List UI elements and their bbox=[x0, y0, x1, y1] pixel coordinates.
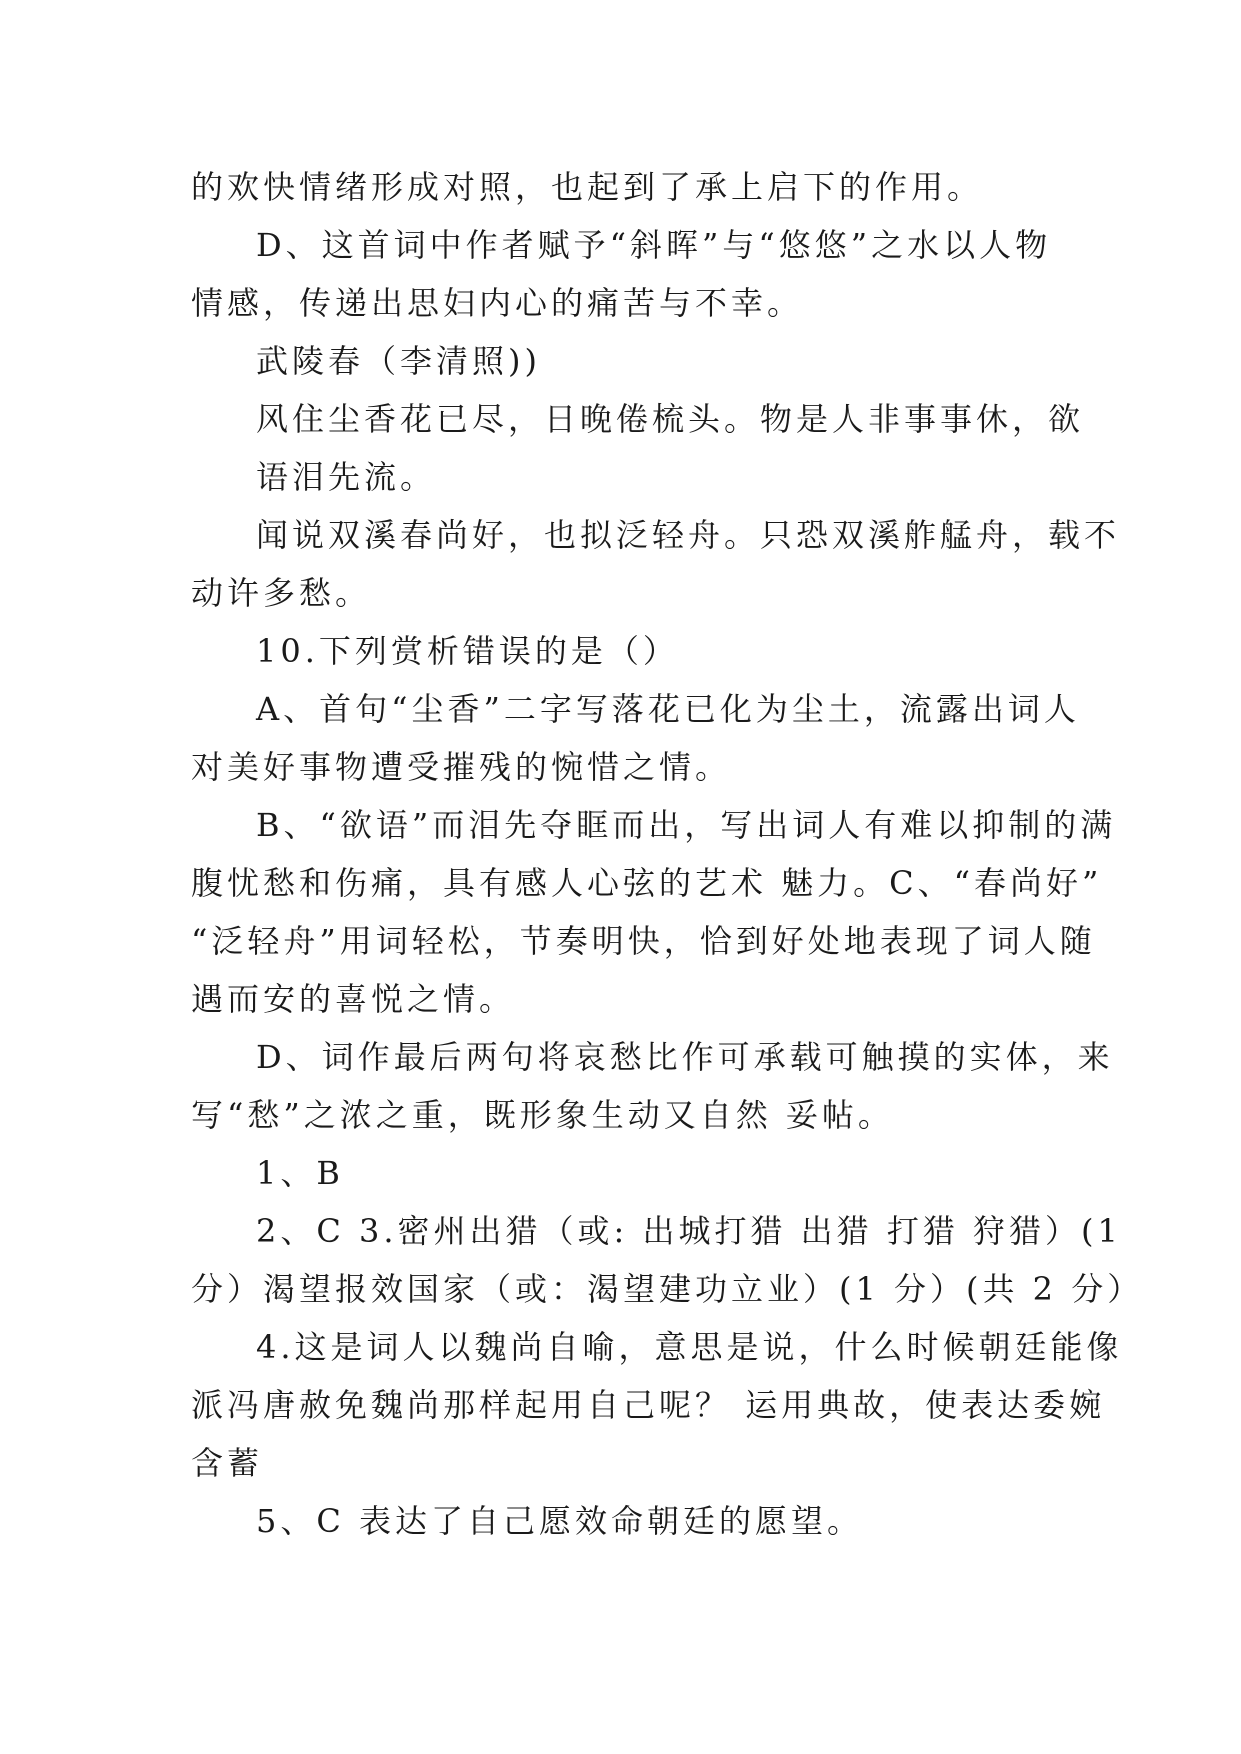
text-line: 情感，传递出思妇内心的痛苦与不幸。 bbox=[191, 284, 804, 322]
option-d: D、词作最后两句将哀愁比作可承载可触摸的实体，来 bbox=[256, 1038, 1114, 1076]
option-a-cont: 对美好事物遭受摧残的惋惜之情。 bbox=[191, 748, 732, 786]
question-heading: 10.下列赏析错误的是（） bbox=[256, 632, 679, 670]
answer-4-cont: 含蓄 bbox=[191, 1444, 264, 1482]
answer-1: 1、B bbox=[256, 1154, 344, 1192]
option-b: B、“欲语”而泪先夺眶而出，写出词人有难以抑制的满 bbox=[256, 806, 1117, 844]
text-line: D、这首词中作者赋予“斜晖”与“悠悠”之水以人物 bbox=[256, 226, 1052, 264]
poem-line: 语泪先流。 bbox=[256, 458, 437, 496]
answer-3-cont: 分）渴望报效国家（或：渴望建功立业）(1 分）(共 2 分） bbox=[191, 1270, 1144, 1308]
text-line: 的欢快情绪形成对照，也起到了承上启下的作用。 bbox=[191, 168, 984, 206]
option-d-cont: 写“愁”之浓之重，既形象生动又自然 妥帖。 bbox=[191, 1096, 894, 1134]
option-a: A、首句“尘香”二字写落花已化为尘土，流露出词人 bbox=[256, 690, 1080, 728]
poem-line: 风住尘香花已尽，日晚倦梳头。物是人非事事休，欲 bbox=[256, 400, 1085, 438]
poem-title: 武陵春（李清照)) bbox=[256, 342, 541, 380]
poem-line: 动许多愁。 bbox=[191, 574, 372, 612]
poem-line: 闻说双溪春尚好，也拟泛轻舟。只恐双溪舴艋舟，载不 bbox=[256, 516, 1121, 554]
option-c-cont: 遇而安的喜悦之情。 bbox=[191, 980, 516, 1018]
option-c-cont: “泛轻舟”用词轻松，节奏明快，恰到好处地表现了词人随 bbox=[191, 922, 1096, 960]
answer-4: 4.这是词人以魏尚自喻，意思是说，什么时候朝廷能像 bbox=[256, 1328, 1123, 1366]
answer-4-cont: 派冯唐赦免魏尚那样起用自己呢？ 运用典故，使表达委婉 bbox=[191, 1386, 1106, 1424]
answer-5: 5、C 表达了自己愿效命朝廷的愿望。 bbox=[256, 1502, 864, 1540]
option-b-cont: 腹忧愁和伤痛，具有感人心弦的艺术 魅力。C、“春尚好” bbox=[191, 864, 1103, 902]
answer-2-3: 2、C 3.密州出猎（或: 出城打猎 出猎 打猎 狩猎）(1 bbox=[256, 1212, 1122, 1250]
